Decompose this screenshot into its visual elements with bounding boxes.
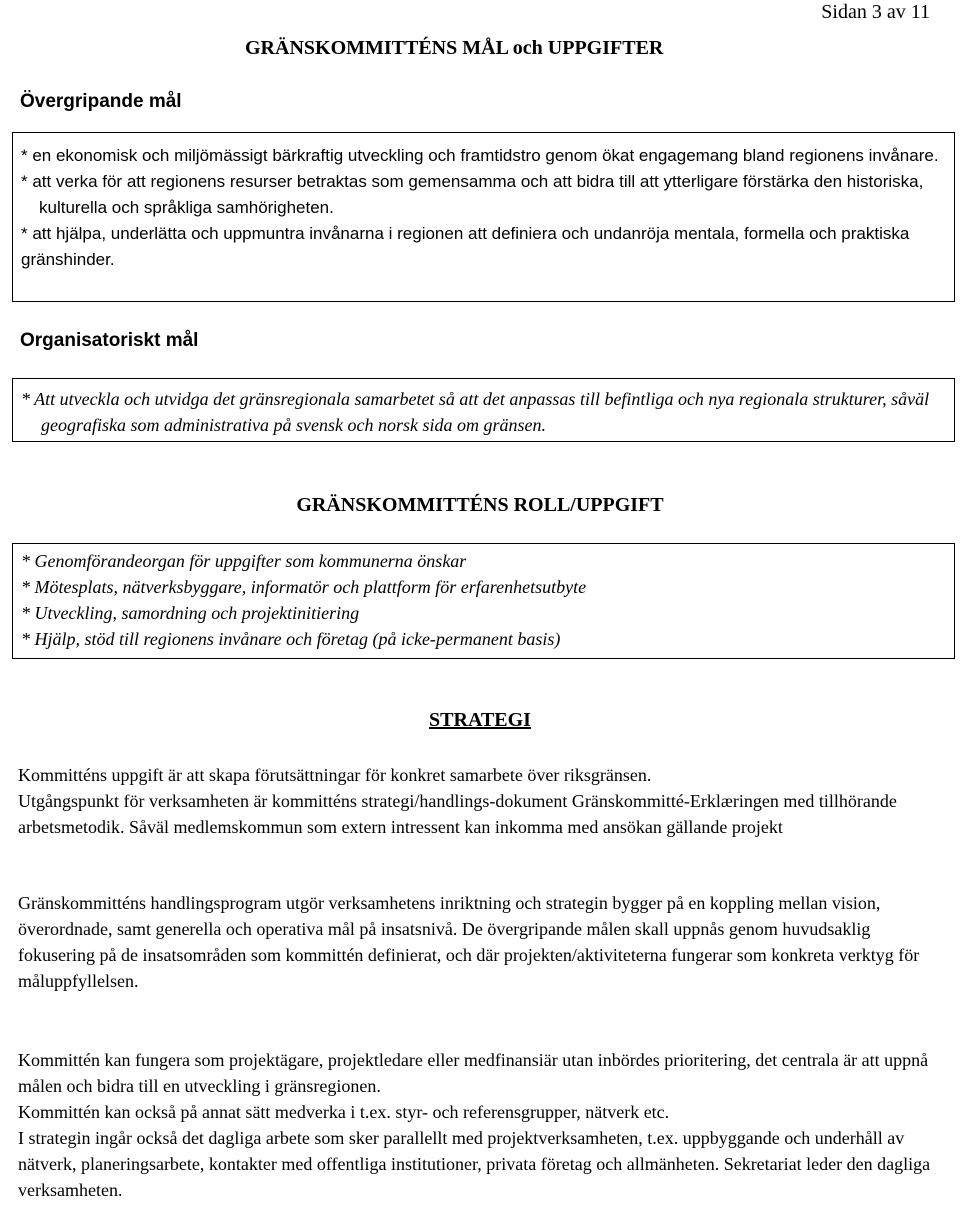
overall-goal-item: * att hjälpa, underlätta och uppmuntra invånarna i regionen att definiera och undanröja mentala, formella och praktiska gränshinder. — [21, 224, 910, 269]
organizational-goal-box — [12, 378, 955, 442]
role-item: * Genomförandeorgan för uppgifter som kommunerna önskar — [21, 551, 467, 571]
role-item: * Utveckling, samordning och projektinitiering — [21, 603, 360, 623]
overall-goals-box — [12, 132, 955, 302]
overall-goal-item: * en ekonomisk och miljömässigt bärkraftig utveckling och framtidstro genom ökat engagemang bland regionens invånare. — [21, 146, 939, 165]
strategy-paragraph-1-text: Kommitténs uppgift är att skapa förutsättningar för konkret samarbete över riksgränsen. Utgångspunkt för verksamheten är kommitténs strategi/handlings-dokument Gränskommitté-Erklæringen med tillhörande arbetsmetodik. Såväl medlemskommun som extern intressent kan inkomma med ansökan gällande projekt — [18, 765, 897, 837]
role-item: * Hjälp, stöd till regionens invånare och företag (på icke-permanent basis) — [21, 629, 561, 649]
strategy-heading: STRATEGI — [429, 709, 531, 731]
page-number: Sidan 3 av 11 — [821, 1, 930, 23]
role-box — [12, 543, 955, 659]
document-title: GRÄNSKOMMITTÉNS MÅL och UPPGIFTER — [245, 37, 664, 59]
overall-goal-item: * att verka för att regionens resurser betraktas som gemensamma och att bidra till att ytterligare förstärka den historiska, kulturella och språkliga samhörigheten. — [21, 172, 924, 217]
overall-goals-heading: Övergripande mål — [20, 91, 182, 112]
strategy-paragraph — [18, 1047, 948, 1203]
organizational-goal-text: * Att utveckla och utvidga det gränsregionala samarbetet så att det anpassas till befintliga och nya regionala strukturer, såväl geografiska som administrativa på svensk och norsk sida om gränsen. — [21, 389, 930, 435]
strategy-paragraph-3-text: Kommittén kan fungera som projektägare, projektledare eller medfinansiär utan inbördes prioritering, det centrala är att uppnå målen och bidra till en utveckling i gränsregionen. Kommittén kan också på annat sätt medverka i t.ex. styr- och referensgrupper, nätverk etc. I strategin ingår också det dagliga arbete som sker parallellt med projektverksamheten, t.ex. uppbyggande och underhåll av nätverk, planeringsarbete, kontakter med offentliga institutioner, privata företag och allmänheten. Sekretariat leder den dagliga verksamheten. — [18, 1050, 931, 1200]
organizational-goal-heading: Organisatoriskt mål — [20, 330, 199, 351]
strategy-paragraph-2-text: Gränskommitténs handlingsprogram utgör verksamhetens inriktning och strategin bygger på en koppling mellan vision, överordnade, samt generella och operativa mål på insatsnivå. De övergripande målen skall uppnås genom huvudsaklig fokusering på de insatsområden som kommittén definierat, och där projekten/aktiviteterna fungerar som konkreta verktyg för måluppfyllelsen. — [18, 893, 920, 991]
role-item: * Mötesplats, nätverksbyggare, informatör och plattform för erfarenhetsutbyte — [21, 577, 587, 597]
strategy-paragraph — [18, 890, 948, 994]
role-heading: GRÄNSKOMMITTÉNS ROLL/UPPGIFT — [296, 494, 664, 516]
strategy-paragraph — [18, 762, 948, 840]
